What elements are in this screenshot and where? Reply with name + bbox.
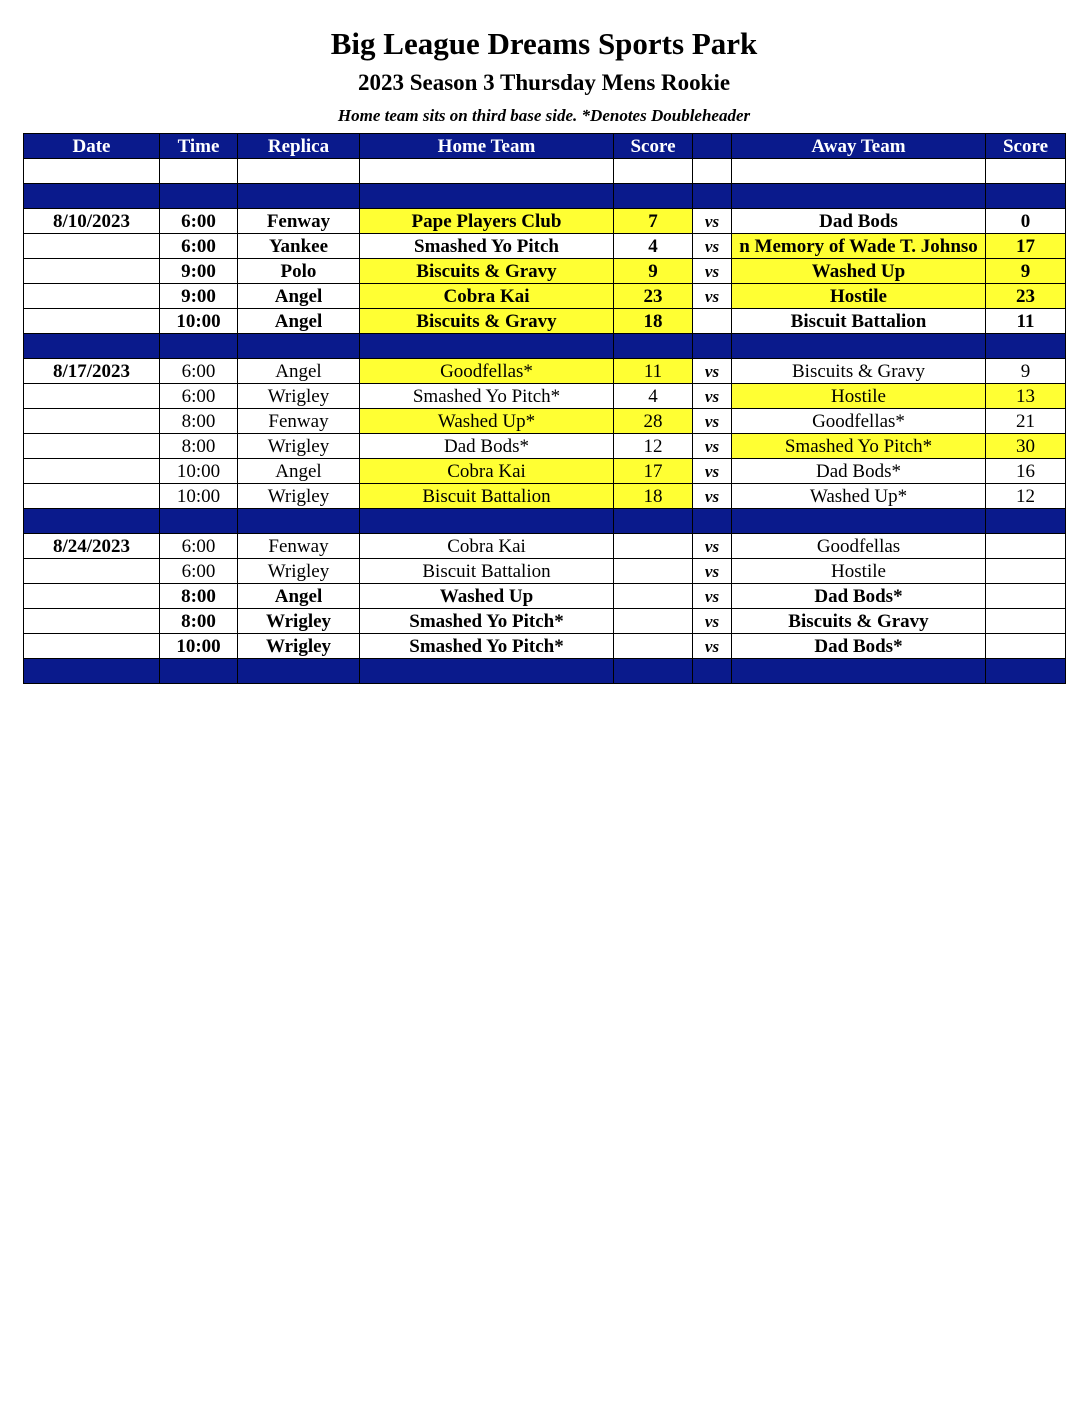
separator-row-cell: [693, 509, 732, 534]
away-team-cell: Hostile: [732, 384, 986, 409]
game-row: [24, 284, 1066, 309]
replica-cell: Wrigley: [238, 484, 360, 509]
time-cell: 10:00: [160, 309, 238, 334]
home-team-cell: Smashed Yo Pitch*: [360, 634, 614, 659]
replica-cell: Wrigley: [238, 634, 360, 659]
game-row: [24, 259, 1066, 284]
vs-cell: vs: [693, 209, 732, 234]
away-score-cell: 30: [986, 434, 1066, 459]
home-score-cell: 28: [614, 409, 693, 434]
vs-cell: vs: [693, 384, 732, 409]
separator-row-cell: [24, 509, 160, 534]
away-team-cell: Biscuit Battalion: [732, 309, 986, 334]
home-score-cell: [614, 534, 693, 559]
time-cell: 6:00: [160, 234, 238, 259]
time-cell: 10:00: [160, 484, 238, 509]
blank-row-cell: [614, 159, 693, 184]
vs-cell: vs: [693, 284, 732, 309]
away-team-cell: Biscuits & Gravy: [732, 359, 986, 384]
time-cell: 10:00: [160, 634, 238, 659]
separator-row: [24, 334, 1066, 359]
game-row: [24, 234, 1066, 259]
date-cell: [24, 409, 160, 434]
home-team-cell: Biscuit Battalion: [360, 559, 614, 584]
replica-cell: Wrigley: [238, 559, 360, 584]
col-header-home-team: Home Team: [360, 134, 614, 159]
date-cell: [24, 434, 160, 459]
col-header-vs: [693, 134, 732, 159]
away-score-cell: 16: [986, 459, 1066, 484]
home-team-cell: Biscuits & Gravy: [360, 309, 614, 334]
game-row: [24, 409, 1066, 434]
home-team-cell: Washed Up*: [360, 409, 614, 434]
time-cell: 10:00: [160, 459, 238, 484]
col-header-away-team: Away Team: [732, 134, 986, 159]
date-cell: [24, 584, 160, 609]
vs-cell: vs: [693, 584, 732, 609]
home-team-cell: Dad Bods*: [360, 434, 614, 459]
separator-row-cell: [24, 334, 160, 359]
separator-row-cell: [238, 184, 360, 209]
game-row: [24, 559, 1066, 584]
time-cell: 8:00: [160, 609, 238, 634]
replica-cell: Yankee: [238, 234, 360, 259]
separator-row-cell: [732, 334, 986, 359]
date-cell: 8/24/2023: [24, 534, 160, 559]
home-team-cell: Cobra Kai: [360, 284, 614, 309]
home-score-cell: 4: [614, 384, 693, 409]
time-cell: 8:00: [160, 434, 238, 459]
blank-row-cell: [238, 159, 360, 184]
time-cell: 6:00: [160, 534, 238, 559]
time-cell: 6:00: [160, 384, 238, 409]
replica-cell: Angel: [238, 284, 360, 309]
vs-cell: vs: [693, 459, 732, 484]
separator-row-cell: [160, 509, 238, 534]
home-score-cell: 7: [614, 209, 693, 234]
separator-row-cell: [986, 659, 1066, 684]
game-row: [24, 609, 1066, 634]
vs-cell: [693, 309, 732, 334]
away-score-cell: 9: [986, 259, 1066, 284]
game-row: [24, 209, 1066, 234]
replica-cell: Polo: [238, 259, 360, 284]
vs-cell: vs: [693, 359, 732, 384]
date-cell: [24, 484, 160, 509]
separator-row-cell: [693, 334, 732, 359]
home-score-cell: 4: [614, 234, 693, 259]
game-row: [24, 634, 1066, 659]
col-header-date: Date: [24, 134, 160, 159]
separator-row-cell: [986, 334, 1066, 359]
separator-row-cell: [238, 509, 360, 534]
time-cell: 6:00: [160, 359, 238, 384]
away-score-cell: [986, 609, 1066, 634]
blank-row-cell: [732, 159, 986, 184]
replica-cell: Angel: [238, 459, 360, 484]
replica-cell: Angel: [238, 584, 360, 609]
away-score-cell: 9: [986, 359, 1066, 384]
time-cell: 8:00: [160, 584, 238, 609]
home-score-cell: 12: [614, 434, 693, 459]
home-team-cell: Biscuits & Gravy: [360, 259, 614, 284]
replica-cell: Angel: [238, 359, 360, 384]
away-team-cell: Hostile: [732, 284, 986, 309]
separator-row-cell: [986, 184, 1066, 209]
separator-row: [24, 509, 1066, 534]
home-team-cell: Goodfellas*: [360, 359, 614, 384]
game-row: [24, 384, 1066, 409]
game-row: [24, 484, 1066, 509]
home-team-cell: Smashed Yo Pitch: [360, 234, 614, 259]
date-cell: [24, 309, 160, 334]
separator-row-cell: [238, 659, 360, 684]
away-team-cell: Dad Bods: [732, 209, 986, 234]
date-cell: [24, 459, 160, 484]
page-title: Big League Dreams Sports Park: [330, 26, 758, 61]
separator-row-cell: [24, 659, 160, 684]
home-score-cell: 23: [614, 284, 693, 309]
vs-cell: vs: [693, 409, 732, 434]
vs-cell: vs: [693, 259, 732, 284]
away-team-cell: Washed Up*: [732, 484, 986, 509]
separator-row-cell: [160, 659, 238, 684]
date-cell: [24, 384, 160, 409]
replica-cell: Wrigley: [238, 609, 360, 634]
replica-cell: Fenway: [238, 209, 360, 234]
time-cell: 6:00: [160, 209, 238, 234]
date-cell: 8/17/2023: [24, 359, 160, 384]
game-row: [24, 584, 1066, 609]
away-score-cell: 13: [986, 384, 1066, 409]
blank-row: [24, 159, 1066, 184]
separator-row-cell: [732, 509, 986, 534]
date-cell: [24, 634, 160, 659]
home-score-cell: 11: [614, 359, 693, 384]
col-header-replica: Replica: [238, 134, 360, 159]
away-team-cell: Hostile: [732, 559, 986, 584]
time-cell: 8:00: [160, 409, 238, 434]
page-subtitle: 2023 Season 3 Thursday Mens Rookie: [357, 70, 731, 95]
header-row: [24, 134, 1066, 159]
separator-row-cell: [360, 334, 614, 359]
blank-row-cell: [360, 159, 614, 184]
schedule-body: [24, 159, 1066, 684]
separator-row-cell: [160, 184, 238, 209]
date-cell: [24, 259, 160, 284]
away-team-cell: Smashed Yo Pitch*: [732, 434, 986, 459]
vs-cell: vs: [693, 534, 732, 559]
separator-row-cell: [24, 184, 160, 209]
date-cell: [24, 559, 160, 584]
blank-row-cell: [693, 159, 732, 184]
separator-row-cell: [614, 509, 693, 534]
game-row: [24, 309, 1066, 334]
date-cell: [24, 609, 160, 634]
game-row: [24, 459, 1066, 484]
game-row: [24, 434, 1066, 459]
away-score-cell: 0: [986, 209, 1066, 234]
vs-cell: vs: [693, 484, 732, 509]
separator-row-cell: [360, 184, 614, 209]
separator-row-cell: [238, 334, 360, 359]
home-score-cell: 17: [614, 459, 693, 484]
home-score-cell: [614, 559, 693, 584]
away-score-cell: 21: [986, 409, 1066, 434]
away-team-cell: Dad Bods*: [732, 459, 986, 484]
separator-row-cell: [732, 659, 986, 684]
separator-row: [24, 659, 1066, 684]
game-row: [24, 359, 1066, 384]
col-header-away-score: Score: [986, 134, 1066, 159]
vs-cell: vs: [693, 234, 732, 259]
blank-row-cell: [160, 159, 238, 184]
vs-cell: vs: [693, 559, 732, 584]
time-cell: 9:00: [160, 284, 238, 309]
separator-row-cell: [160, 334, 238, 359]
home-score-cell: [614, 634, 693, 659]
separator-row-cell: [360, 659, 614, 684]
separator-row: [24, 184, 1066, 209]
away-score-cell: 12: [986, 484, 1066, 509]
blank-row-cell: [986, 159, 1066, 184]
separator-row-cell: [693, 184, 732, 209]
replica-cell: Wrigley: [238, 384, 360, 409]
game-row: [24, 534, 1066, 559]
home-score-cell: [614, 584, 693, 609]
away-team-cell: Goodfellas*: [732, 409, 986, 434]
home-score-cell: 18: [614, 484, 693, 509]
home-team-cell: Biscuit Battalion: [360, 484, 614, 509]
col-header-time: Time: [160, 134, 238, 159]
vs-cell: vs: [693, 634, 732, 659]
away-team-cell: Dad Bods*: [732, 634, 986, 659]
away-score-cell: [986, 634, 1066, 659]
replica-cell: Wrigley: [238, 434, 360, 459]
home-team-cell: Cobra Kai: [360, 534, 614, 559]
replica-cell: Angel: [238, 309, 360, 334]
separator-row-cell: [693, 659, 732, 684]
away-team-cell: n Memory of Wade T. Johnso: [732, 234, 986, 259]
separator-row-cell: [614, 184, 693, 209]
away-score-cell: [986, 559, 1066, 584]
home-team-cell: Smashed Yo Pitch*: [360, 609, 614, 634]
home-score-cell: 18: [614, 309, 693, 334]
home-score-cell: [614, 609, 693, 634]
blank-row-cell: [24, 159, 160, 184]
date-cell: [24, 234, 160, 259]
home-team-cell: Washed Up: [360, 584, 614, 609]
home-team-cell: Cobra Kai: [360, 459, 614, 484]
separator-row-cell: [986, 509, 1066, 534]
home-score-cell: 9: [614, 259, 693, 284]
time-cell: 9:00: [160, 259, 238, 284]
separator-row-cell: [614, 659, 693, 684]
vs-cell: vs: [693, 434, 732, 459]
away-team-cell: Goodfellas: [732, 534, 986, 559]
away-score-cell: 23: [986, 284, 1066, 309]
away-team-cell: Washed Up: [732, 259, 986, 284]
away-score-cell: [986, 534, 1066, 559]
page-note: Home team sits on third base side. *Denotes Doubleheader: [337, 106, 751, 125]
home-team-cell: Smashed Yo Pitch*: [360, 384, 614, 409]
away-score-cell: [986, 584, 1066, 609]
replica-cell: Fenway: [238, 409, 360, 434]
date-cell: 8/10/2023: [24, 209, 160, 234]
away-team-cell: Dad Bods*: [732, 584, 986, 609]
separator-row-cell: [360, 509, 614, 534]
away-score-cell: 17: [986, 234, 1066, 259]
separator-row-cell: [614, 334, 693, 359]
home-team-cell: Pape Players Club: [360, 209, 614, 234]
away-team-cell: Biscuits & Gravy: [732, 609, 986, 634]
replica-cell: Fenway: [238, 534, 360, 559]
separator-row-cell: [732, 184, 986, 209]
schedule-table: [23, 133, 1066, 684]
away-score-cell: 11: [986, 309, 1066, 334]
date-cell: [24, 284, 160, 309]
col-header-home-score: Score: [614, 134, 693, 159]
vs-cell: vs: [693, 609, 732, 634]
time-cell: 6:00: [160, 559, 238, 584]
